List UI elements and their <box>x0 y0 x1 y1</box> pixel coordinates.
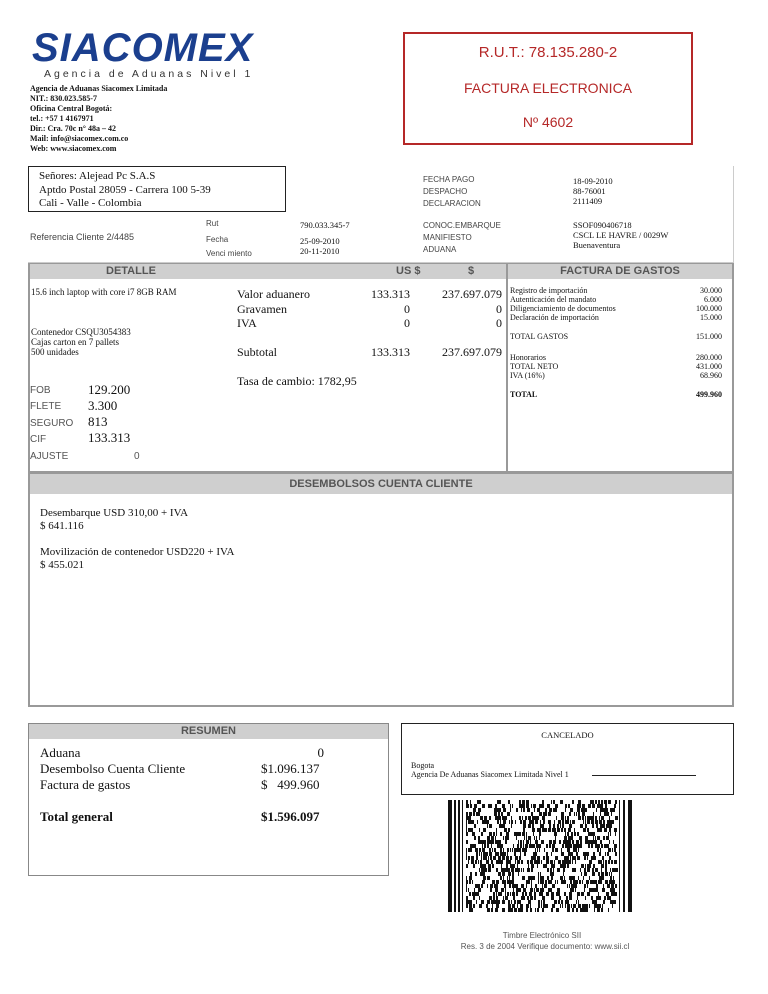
document-type: FACTURA ELECTRONICA <box>463 80 633 96</box>
cancelado-city: Bogota <box>411 761 435 770</box>
header-frame <box>28 166 734 263</box>
ajuste-value: 0 <box>134 451 140 462</box>
desembolsos-header: DESEMBOLSOS CUENTA CLIENTE <box>30 474 732 494</box>
cancelado-title: CANCELADO <box>541 730 594 740</box>
invoice-number: Nº 4602 <box>522 114 574 130</box>
despacho-value: 88-76001 <box>573 186 606 196</box>
vencimiento-value: 20-11-2010 <box>300 246 340 256</box>
gravamen-label: Gravamen <box>237 302 287 316</box>
detalle-header-bar <box>30 264 506 279</box>
resumen-gastos-value: $ 499.960 <box>261 777 320 792</box>
gastos-row: Registro de importación 30.000 <box>510 286 722 295</box>
seguro-value: 813 <box>88 414 108 429</box>
agency-line: Agencia de Aduanas Siacomex Limitada <box>30 84 168 93</box>
iva-row: IVA (16%) 68.960 <box>510 371 722 380</box>
valor-aduanero-us: 133.313 <box>371 287 410 301</box>
referencia-cliente: Referencia Cliente 2/4485 <box>30 232 135 242</box>
conoc-embarque-label: CONOC.EMBARQUE <box>423 221 501 230</box>
fob-label: FOB <box>30 385 51 396</box>
resumen-header: RESUMEN <box>29 724 388 739</box>
agency-info <box>30 84 167 154</box>
fecha-value: 25-09-2010 <box>300 236 340 246</box>
container-line: Cajas carton en 7 pallets <box>31 337 119 347</box>
tasa-de-cambio: Tasa de cambio: 1782,95 <box>237 374 357 388</box>
logo-subtitle: Agencia de Aduanas Nivel 1 <box>44 68 254 80</box>
detalle-header: DETALLE <box>106 265 156 277</box>
total-general-value: $1.596.097 <box>261 809 320 824</box>
timbre-title: Timbre Electrónico SII <box>502 931 582 940</box>
total-gastos-row: TOTAL GASTOS 151.000 <box>510 332 722 341</box>
total-neto-row: TOTAL NETO 431.000 <box>510 362 722 371</box>
seguro-label: SEGURO <box>30 418 74 429</box>
gastos-header: FACTURA DE GASTOS <box>508 264 732 279</box>
conoc-embarque-value: SSOF090406718 <box>573 220 632 230</box>
ajuste-label: AJUSTE <box>30 451 69 462</box>
subtotal-us: 133.313 <box>371 345 410 359</box>
honorarios-row: Honorarios 280.000 <box>510 353 722 362</box>
gastos-row: Declaración de importación 15.000 <box>510 313 722 322</box>
client-line: Cali - Valle - Colombia <box>39 197 142 209</box>
manifiesto-value: CSCL LE HAVRE / 0029W <box>573 230 669 240</box>
agency-line: Mail: info@siacomex.com.co <box>30 134 129 143</box>
item-description: 15.6 inch laptop with core i7 8GB RAM <box>31 287 177 297</box>
fecha-label: Fecha <box>206 235 229 244</box>
movilizacion-item: Movilización de contenedor USD220 + IVA <box>40 546 235 558</box>
aduana-label: ADUANA <box>423 245 457 254</box>
detalle-divider <box>506 263 508 473</box>
gastos-list <box>510 286 722 399</box>
flete-label: FLETE <box>30 401 62 412</box>
manifiesto-label: MANIFIESTO <box>423 233 472 242</box>
agency-line: tel.: +57 1 4167971 <box>30 114 94 123</box>
cancelado-agency: Agencia De Aduanas Siacomex Limitada Nivel 1 <box>411 770 569 779</box>
rut-box <box>403 32 693 145</box>
iva-us: 0 <box>404 316 410 330</box>
total-general-label: Total general <box>40 809 113 824</box>
cif-label: CIF <box>30 434 47 445</box>
iva-pesos: 0 <box>496 316 502 330</box>
rut-number: R.U.T.: 78.135.280-2 <box>478 44 618 61</box>
aduana-value: Buenaventura <box>573 240 621 250</box>
cif-value: 133.313 <box>88 430 131 445</box>
subtotal-label: Subtotal <box>237 345 278 359</box>
container-line: 500 unidades <box>31 347 79 357</box>
declaracion-label: DECLARACION <box>423 199 481 208</box>
container-info <box>31 327 131 357</box>
agency-line: Dir.: Cra. 70c n° 48a – 42 <box>30 124 117 133</box>
fob-value: 129.200 <box>88 382 131 397</box>
gastos-row: Diligenciamiento de documentos 100.000 <box>510 304 722 313</box>
resumen-desembolso-value: $1.096.137 <box>261 761 320 776</box>
despacho-label: DESPACHO <box>423 187 468 196</box>
company-logo: SIACOMEX <box>32 26 254 70</box>
agency-line: Web: www.siacomex.com <box>30 144 117 153</box>
pesos-header: $ <box>468 265 475 277</box>
desembarque-item: Desembarque USD 310,00 + IVA <box>40 507 189 519</box>
agency-line: NIT.: 830.023.585-7 <box>30 94 97 103</box>
total-row: TOTAL 499.960 <box>510 390 722 399</box>
client-line: Señores: Alejead Pc S.A.S <box>39 170 156 182</box>
us-header: US $ <box>396 265 421 277</box>
flete-value: 3.300 <box>88 398 118 413</box>
client-line: Aptdo Postal 28059 - Carrera 100 5-39 <box>39 183 211 196</box>
iva-label: IVA <box>237 316 257 330</box>
rut-value: 790.033.345-7 <box>300 220 350 230</box>
resumen-aduana-label: Aduana <box>40 745 81 760</box>
gastos-row: Autenticación del mandato 6.000 <box>510 295 722 304</box>
vencimiento-label: Venci miento <box>206 249 252 258</box>
valor-aduanero-label: Valor aduanero <box>237 287 310 301</box>
declaracion-value: 2111409 <box>573 196 603 206</box>
subtotal-pesos: 237.697.079 <box>442 345 502 359</box>
gravamen-us: 0 <box>404 302 410 316</box>
timbre-verification: Res. 3 de 2004 Verifique documento: www.sii.cl <box>460 942 630 951</box>
movilizacion-value: $ 455.021 <box>40 559 84 571</box>
gravamen-pesos: 0 <box>496 302 502 316</box>
pdf417-barcode-icon <box>448 800 636 912</box>
resumen-desembolso-label: Desembolso Cuenta Cliente <box>40 761 186 776</box>
resumen-panel <box>28 723 389 876</box>
resumen-aduana-value: 0 <box>317 745 324 760</box>
desembarque-value: $ 641.116 <box>40 520 84 532</box>
valor-aduanero-pesos: 237.697.079 <box>442 287 502 301</box>
container-line: Contenedor CSQU3054383 <box>31 327 131 337</box>
agency-line: Oficina Central Bogotá: <box>30 104 113 113</box>
signature-line <box>592 775 696 776</box>
fecha-pago-label: FECHA PAGO <box>423 175 475 184</box>
resumen-gastos-label: Factura de gastos <box>40 777 131 792</box>
fecha-pago-value: 18-09-2010 <box>573 176 613 186</box>
rut-label: Rut <box>206 219 219 228</box>
